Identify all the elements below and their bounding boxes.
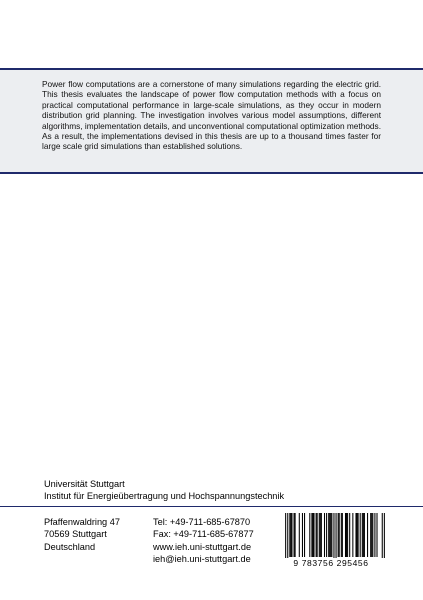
barcode-bar [295,513,296,557]
address-country: Deutschland [44,541,96,552]
barcode-bar [324,513,325,557]
barcode-bar [289,513,290,557]
barcode-bar [326,513,327,557]
barcode-bar [360,513,361,557]
barcode-bar [311,513,312,557]
barcode-bar [291,513,292,557]
postal-address [44,516,120,553]
barcode-bar [346,513,347,557]
barcode-bar [339,513,340,557]
barcode-bar [370,513,371,557]
barcode-bar [331,513,332,557]
barcode-bar [333,513,334,559]
barcode-bar [328,513,329,557]
barcode-bar [371,513,372,557]
barcode-bar [290,513,291,557]
barcode-bar [363,513,364,557]
barcode-bar [312,513,313,557]
address-street: Pfaffenwaldring 47 [44,517,120,527]
barcode-bar [347,513,348,557]
barcode-bar [319,513,320,557]
barcode-bar [304,513,305,557]
barcode-bar [317,513,318,557]
barcode-bar [342,513,343,557]
affiliation-block [44,479,284,502]
abstract-panel [0,68,423,174]
barcode-bar [302,513,303,557]
barcode-bar [341,513,342,557]
barcode-bar [321,513,322,557]
barcode-bar [336,513,337,559]
barcode-bar [355,513,356,557]
barcode-bar [299,513,300,557]
barcode-bar [367,513,368,557]
contact-website-link[interactable]: www.ieh.uni-stuttgart.de [153,541,252,552]
institute-name: Institut für Energieübertragung und Hochspannungstechnik [44,490,285,501]
address-city: 70569 Stuttgart [44,529,107,540]
contact-phone: Tel: +49-711-685-67870 [153,517,251,527]
isbn-number: 9 783756 295456 [271,558,391,568]
barcode-bars [271,507,391,559]
barcode-bar [376,513,377,557]
barcode-bar [338,513,339,557]
isbn-barcode [271,507,391,571]
barcode-bar [294,513,295,557]
barcode-bar [358,513,359,557]
barcode-bar [320,513,321,557]
contact-email-link[interactable]: ieh@ieh.uni-stuttgart.de [153,553,251,564]
barcode-bar [374,513,375,557]
barcode-bar [384,513,385,559]
barcode-bar [352,513,353,557]
barcode-bar [382,513,383,559]
university-name: Universität Stuttgart [44,479,125,489]
barcode-bar [316,513,317,557]
barcode-bar [309,513,310,557]
barcode-bar [329,513,330,557]
barcode-bar [313,513,314,557]
barcode-bar [357,513,358,557]
barcode-bar [372,513,373,557]
barcode-bar [362,513,363,557]
barcode-bar [349,513,350,557]
contact-details [153,516,254,565]
barcode-bar [330,513,331,557]
barcode-bar [345,513,346,557]
contact-fax: Fax: +49-711-685-67877 [153,529,254,540]
barcode-bar [364,513,365,557]
barcode-bar [285,513,286,559]
barcode-bar [287,513,288,559]
abstract-text: Power flow computations are a cornerstone of many simulations regarding the electric grid. This thesis evaluates the landscape of power flow computation methods with a focus on practical computational performance in large-scale simulations, as they occur in modern distribution grid planning. The investigation involves various model assumptions, different algorithms, implementation details, and unconventional computational optimization methods. As a result, the implementations devised in this thesis are up to a thousand times faster for large scale grid simulations than established solutions. [42,79,381,152]
